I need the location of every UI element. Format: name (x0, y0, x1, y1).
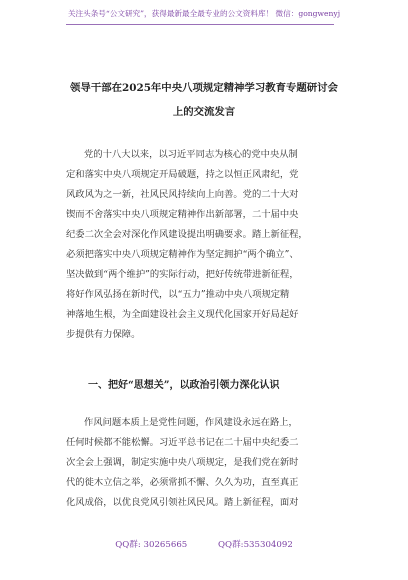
paragraph-line: 化风成俗，以优良党风引领社风民风。踏上新征程，面对 (66, 497, 299, 508)
footer-qq-group-1: QQ群: 30265665 (115, 540, 188, 550)
paragraph-line: 代的徙木立信之举，必须常抓不懈、久久为功，直至真正 (66, 477, 299, 488)
paragraph-line: 必须把落实中央八项规定精神作为坚定拥护“两个确立”、 (66, 249, 299, 260)
paragraph-line: 任何时候都不能松懈。习近平总书记在二十届中央纪委二 (66, 437, 299, 448)
paragraph-line: 作风问题本质上是党性问题，作风建设永远在路上， (84, 417, 298, 428)
paragraph-line: 纪委二次全会对深化作风建设提出明确要求。踏上新征程， (66, 229, 308, 240)
paragraph-line: 神落地生根，为全面建设社会主义现代化国家开好局起好 (66, 309, 299, 320)
paragraph-line: 将好作风弘扬在新时代，以“五力”推动中央八项规定精 (66, 289, 290, 300)
document-title-line-1: 领导干部在2025年中央八项规定精神学习教育专题研讨会 (70, 82, 338, 94)
paragraph-line: 风政风为之一新，社风民风持续向上向善。党的二十大对 (66, 189, 299, 200)
header-divider (66, 24, 334, 25)
paragraph-line: 步提供有力保障。 (66, 329, 141, 340)
paragraph-line: 坚决做到“两个维护”的实际行动，把好传统带进新征程， (66, 269, 299, 280)
paragraph-line: 定和落实中央八项规定开局破题，持之以恒正风肃纪，党 (66, 169, 299, 180)
paragraph-line: 党的十八大以来，以习近平同志为核心的党中央从制 (84, 149, 298, 160)
paragraph-line: 次全会上强调，制定实施中央八项规定，是我们党在新时 (66, 457, 299, 468)
document-title-line-2: 上的交流发言 (172, 106, 236, 118)
paragraph-line: 锲而不舍落实中央八项规定精神作出新部署，二十届中央 (66, 209, 299, 220)
footer (0, 538, 408, 550)
footer-qq-group-2: QQ群:535304092 (218, 540, 293, 550)
header-banner: 关注头条号“公文研究”，获得最新最全最专业的公文资料库！ 微信：gongwenyj (67, 9, 341, 18)
section-heading: 一、把好“思想关”，以政治引领力深化认识 (88, 380, 280, 391)
